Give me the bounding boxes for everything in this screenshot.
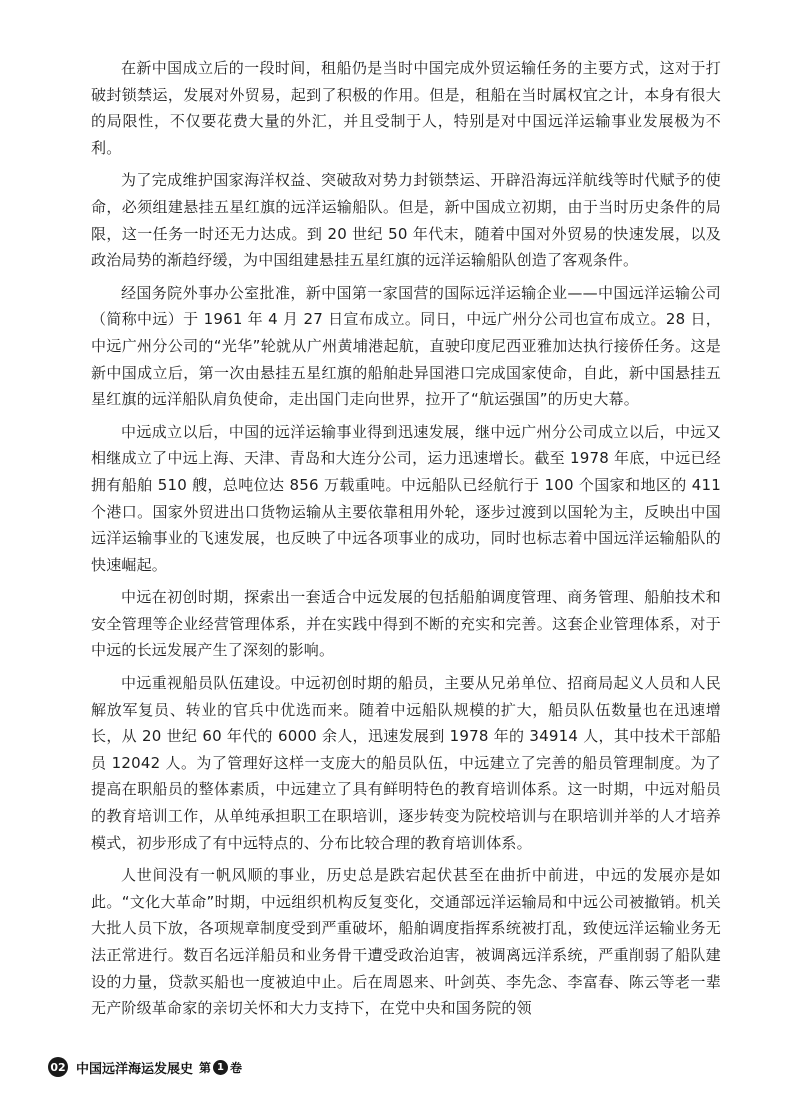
paragraph: 经国务院外事办公室批准，新中国第一家国营的国际远洋运输企业——中国远洋运输公司（简称中远）于 1961 年 4 月 27 日宣布成立。同日，中远广州分公司也宣布成立。28 日，中远广州分公司的“光华”轮就从广州黄埔港起航，直驶印度尼西亚雅加达执行接侨任务。这是新中国成立后，第一次由悬挂五星红旗的船舶赴异国港口完成国家使命，自此，新中国悬挂五星红旗的远洋船队肩负使命，走出国门走向世界，拉开了“航运强国”的历史大幕。: [91, 283, 721, 409]
volume-suffix: 卷: [230, 1060, 243, 1075]
paragraph: 中远在初创时期，探索出一套适合中远发展的包括船舶调度管理、商务管理、船舶技术和安全管理等企业经营管理体系，并在实践中得到不断的充实和完善。这套企业管理体系，对于中远的长远发展产生了深刻的影响。: [91, 588, 721, 660]
page-body: [91, 55, 721, 1028]
book-title: 中国远洋海运发展史: [76, 1061, 194, 1077]
paragraph: 为了完成维护国家海洋权益、突破敌对势力封锁禁运、开辟沿海远洋航线等时代赋予的使命，必须组建悬挂五星红旗的远洋运输船队。但是，新中国成立初期，由于当时历史条件的局限，这一任务一时还无力达成。到 20 世纪 50 年代末，随着中国对外贸易的快速发展，以及政治局势的渐趋纾缓，为中国组建悬挂五星红旗的远洋运输船队创造了客观条件。: [91, 171, 721, 270]
paragraph: 在新中国成立后的一段时间，租船仍是当时中国完成外贸运输任务的主要方式，这对于打破封锁禁运，发展对外贸易，起到了积极的作用。但是，租船在当时属权宜之计，本身有很大的局限性，不仅要花费大量的外汇，并且受制于人，特别是对中国远洋运输事业发展极为不利。: [91, 59, 721, 157]
page-number-badge: 02: [48, 1057, 68, 1077]
paragraph: 中远重视船员队伍建设。中远初创时期的船员，主要从兄弟单位、招商局起义人员和人民解放军复员、转业的官兵中优选而来。随着中远船队规模的扩大，船员队伍数量也在迅速增长，从 20 世纪 60 年代的 6000 余人，迅速发展到 1978 年的 34914 人，其中技术干部船员 12042 人。为了管理好这样一支庞大的船员队伍，中远建立了完善的船员管理制度。为了提高在职船员的整体素质，中远建立了具有鲜明特色的教育培训体系。这一时期，中远对船员的教育培训工作，从单纯承担职工在职培训，逐步转变为院校培训与在职培训并举的人才培养模式，初步形成了有中远特点的、分布比较合理的教育培训体系。: [91, 674, 721, 852]
paragraph: 人世间没有一帆风顺的事业，历史总是跌宕起伏甚至在曲折中前进，中远的发展亦是如此。“文化大革命”时期，中远组织机构反复变化，交通部远洋运输局和中远公司被撤销。机关大批人员下放，各项规章制度受到严重破坏，船舶调度指挥系统被打乱，致使远洋运输业务无法正常进行。数百名远洋船员和业务骨干遭受政治迫害，被调离远洋系统，严重削弱了船队建设的力量，贷款买船也一度被迫中止。后在周恩来、叶剑英、李先念、李富春、陈云等老一辈无产阶级革命家的亲切关怀和大力支持下，在党中央和国务院的领: [91, 866, 721, 1018]
volume-prefix: 第: [199, 1060, 212, 1075]
page-footer: [48, 1054, 242, 1080]
volume-number-badge: 1: [213, 1060, 228, 1075]
paragraph: 中远成立以后，中国的远洋运输事业得到迅速发展，继中远广州分公司成立以后，中远又相继成立了中远上海、天津、青岛和大连分公司，运力迅速增长。截至 1978 年底，中远已经拥有船舶 510 艘，总吨位达 856 万载重吨。中远船队已经航行于 100 个国家和地区的 411 个港口。国家外贸进出口货物运输从主要依靠租用外轮，逐步过渡到以国轮为主，反映出中国远洋运输事业的飞速发展，也反映了中远各项事业的成功，同时也标志着中国远洋运输船队的快速崛起。: [91, 422, 721, 574]
volume-label: [199, 1059, 242, 1076]
